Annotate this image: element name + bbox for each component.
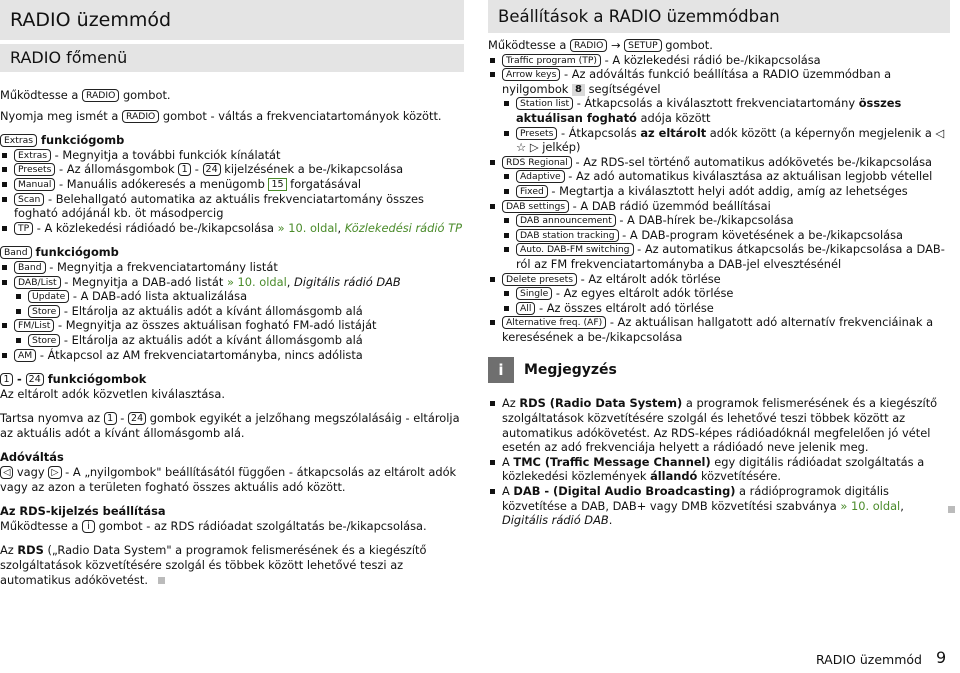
list-subitem: Auto. DAB-FM switching - Az automatikus átkapcsolás be-/kikapcsolása a DAB-ról az FM frekvenciatartományba a DAB-jel elvesztésénél (488, 242, 950, 271)
fixed-key: Fixed (516, 185, 548, 198)
list-item: DAB/List - Megnyitja a DAB-adó listát » 10. oldal, Digitális rádió DAB (0, 275, 464, 290)
band-heading: Band funkciógomb (0, 245, 464, 260)
intro-line-1: Működtesse a RADIO gombot. (0, 88, 171, 102)
list-subitem: DAB announcement - A DAB-hírek be-/kikapcsolása (488, 213, 950, 228)
list-item: Delete presets - Az eltárolt adók törlése (488, 272, 950, 287)
list-subitem: Station list - Átkapcsolás a kiválasztott frekvenciatartomány összes aktuálisan fogható adója között (488, 96, 950, 125)
list-item: AM - Átkapcsol az AM frekvenciatartományba, nincs adólista (0, 348, 464, 363)
station-store-desc: Tartsa nyomva az 1 - 24 gombok egyikét a jelzőhang megszólalásáig - eltárolja az aktuális adót a kívánt állomásgomb alá. (0, 411, 460, 440)
list-item: RDS Regional - Az RDS-sel történő automatikus adókövetés be-/kikapcsolása (488, 155, 950, 170)
list-item: TP - A közlekedési rádióadó be-/kikapcsolása » 10. oldal, Közlekedési rádió TP (0, 221, 464, 236)
list-item: Extras - Megnyitja a további funkciók kínálatát (0, 148, 464, 163)
note-item: A DAB - (Digital Audio Broadcasting) a rádióprogramok digitális közvetítése a DAB, DAB+ vagy DMB közvetítési szabványa » 10. oldal, Digitális rádió DAB. (488, 484, 950, 528)
list-item: FM/List - Megnyitja az összes aktuálisan fogható FM-adó listáját (0, 318, 464, 333)
arrow-right-key: ▷ (48, 466, 61, 479)
footer-title: RADIO üzemmód (816, 652, 922, 667)
extras-key: Extras (0, 134, 37, 147)
adovaltas-desc: ◁ vagy ▷ - A „nyilgombok" beállításától függően - átkapcsolás az eltárolt adók vagy az azon a területen fogható összes aktuális adó között. (0, 465, 457, 494)
list-subitem: Update - A DAB-adó lista aktualizálása (0, 289, 464, 304)
station-key-1: 1 (104, 412, 117, 425)
list-item: Traffic program (TP) - A közlekedési rádió be-/kikapcsolása (488, 53, 950, 68)
arrow-keys-key: Arrow keys (502, 68, 560, 81)
radio-key: RADIO (122, 110, 159, 123)
presets-key: Presets (14, 163, 55, 176)
section-title-radio-settings: Beállítások a RADIO üzemmódban (488, 0, 950, 33)
station-key-24: 24 (128, 412, 146, 425)
list-subitem: Store - Eltárolja az aktuális adót a kívánt állomásgomb alá (0, 304, 464, 319)
scan-key: Scan (14, 193, 44, 206)
tp-key: TP (14, 222, 33, 235)
end-of-section-marker (158, 577, 165, 584)
station-list-key: Station list (516, 97, 573, 110)
list-subitem: Adaptive - Az adó automatikus kiválasztása az aktuálisan legjobb vétellel (488, 169, 950, 184)
setup-key: SETUP (624, 39, 662, 52)
left-column (0, 0, 464, 587)
station-key-24: 24 (26, 373, 44, 386)
band-key: Band (14, 261, 46, 274)
intro-line-2: Nyomja meg ismét a RADIO gombot - váltás a frekvenciatartományok között. (0, 108, 442, 123)
note-item: A TMC (Traffic Message Channel) egy digitális rádióadat szolgáltatás a közlekedési közlemények állandó közvetítésére. (488, 455, 950, 484)
list-item: DAB settings - A DAB rádió üzemmód beállításai (488, 199, 950, 214)
page-number: 9 (936, 648, 947, 667)
manual-key: Manual (14, 178, 55, 191)
delete-presets-key: Delete presets (502, 273, 577, 286)
extras-heading: Extras funkciógomb (0, 133, 464, 148)
section-reference[interactable]: Közlekedési rádió TP (344, 220, 462, 235)
auto-dab-fm-key: Auto. DAB-FM switching (516, 243, 634, 256)
list-item: Manual - Manuális adókeresés a menügomb 15 forgatásával (0, 177, 464, 192)
radio-key: RADIO (82, 89, 119, 102)
right-column (488, 0, 950, 528)
section-reference[interactable]: Digitális rádió DAB (294, 274, 401, 289)
rds-system-desc: Az RDS („Radio Data System" a programok felismerésének és a kiegészítő szolgáltatások közvetítésére szolgál és többek között lehetővé teszi az automatikus adókövetést. (0, 543, 427, 587)
adaptive-key: Adaptive (516, 170, 565, 183)
dab-settings-key: DAB settings (502, 200, 569, 213)
section-reference[interactable]: Digitális rádió DAB (502, 513, 609, 528)
band-key: Band (0, 246, 32, 259)
section-title-radio-main-menu: RADIO főmenü (0, 44, 464, 72)
arrow-left-key: ◁ (0, 466, 13, 479)
page-reference-link[interactable]: » 10. oldal (226, 274, 287, 289)
rds-heading: Az RDS-kijelzés beállítása (0, 504, 166, 519)
info-key: i (82, 520, 95, 533)
all-key: All (516, 302, 535, 315)
note-title: Megjegyzés (524, 362, 617, 379)
page-reference-link[interactable]: » 10. oldal (840, 498, 901, 513)
end-of-section-marker (948, 506, 955, 513)
station-key-1: 1 (178, 163, 191, 176)
page-reference-link[interactable]: » 10. oldal (277, 220, 338, 235)
dab-station-tracking-key: DAB station tracking (516, 229, 619, 242)
settings-intro: Működtesse a RADIO → SETUP gombot. (488, 38, 713, 52)
extras-key: Extras (14, 149, 51, 162)
station-key-1: 1 (0, 373, 13, 386)
info-icon: i (488, 357, 514, 383)
list-subitem: Fixed - Megtartja a kiválasztott helyi adót addig, amíg az lehetséges (488, 184, 950, 199)
store-key: Store (28, 334, 60, 347)
radio-key: RADIO (570, 39, 607, 52)
note-header (488, 356, 950, 384)
list-subitem: DAB station tracking - A DAB-program követésének a be-/kikapcsolása (488, 228, 950, 243)
list-subitem: Single - Az egyes eltárolt adók törlése (488, 286, 950, 301)
list-item: Scan - Belehallgató automatika az aktuális frekvenciatartomány összes fogható adójánál kb. öt másodpercig (0, 192, 464, 221)
store-key: Store (28, 305, 60, 318)
list-item: Band - Megnyitja a frekvenciatartomány listát (0, 260, 464, 275)
list-item: Presets - Az állomásgombok 1 - 24 kijelzésének a be-/kikapcsolása (0, 162, 464, 177)
menu-knob-ref: 15 (268, 178, 286, 191)
rds-desc: Működtesse a i gombot - az RDS rádióadat szolgáltatás be-/kikapcsolása. (0, 518, 427, 533)
arrow-keys-ref: 8 (572, 84, 585, 96)
list-subitem: Store - Eltárolja az aktuális adót a kívánt állomásgomb alá (0, 333, 464, 348)
presets-key: Presets (516, 127, 557, 140)
fm-list-key: FM/List (14, 319, 54, 332)
update-key: Update (28, 290, 69, 303)
alternative-freq-key: Alternative freq. (AF) (502, 316, 606, 329)
traffic-program-key: Traffic program (TP) (502, 54, 601, 67)
list-item: Alternative freq. (AF) - Az aktuálisan hallgatott adó alternatív frekvenciáinak a keresésének a be-/kikapcsolása (488, 315, 950, 344)
list-subitem: Presets - Átkapcsolás az eltárolt adók között (a képernyőn megjelenik a ◁ ☆ ▷ jelkép) (488, 126, 950, 155)
note-item: Az RDS (Radio Data System) a programok felismerésének és a kiegészítő szolgáltatások közvetítésére szolgál és lehetővé teszi többek között az automatikus adókövetést. Az RDS-képes rádióadóknál megfelelően jó vétel esetén az adó frekvenciája helyett a rádióadó neve jelenik meg. (488, 396, 950, 454)
list-item: Arrow keys - Az adóváltás funkció beállítása a RADIO üzemmódban a nyilgombok 8 segítségével (488, 67, 950, 96)
station-keys-heading: 1 - 24 funkciógombok (0, 372, 464, 387)
list-subitem: All - Az összes eltárolt adó törlése (488, 301, 950, 316)
chapter-title: RADIO üzemmód (0, 0, 464, 40)
rds-regional-key: RDS Regional (502, 156, 572, 169)
dab-list-key: DAB/List (14, 276, 61, 289)
single-key: Single (516, 287, 552, 300)
dab-announcement-key: DAB announcement (516, 214, 616, 227)
station-key-24: 24 (203, 163, 221, 176)
station-desc: Az eltárolt adók közvetlen kiválasztása. (0, 386, 225, 401)
adovaltas-heading: Adóváltás (0, 450, 64, 465)
am-key: AM (14, 349, 36, 362)
